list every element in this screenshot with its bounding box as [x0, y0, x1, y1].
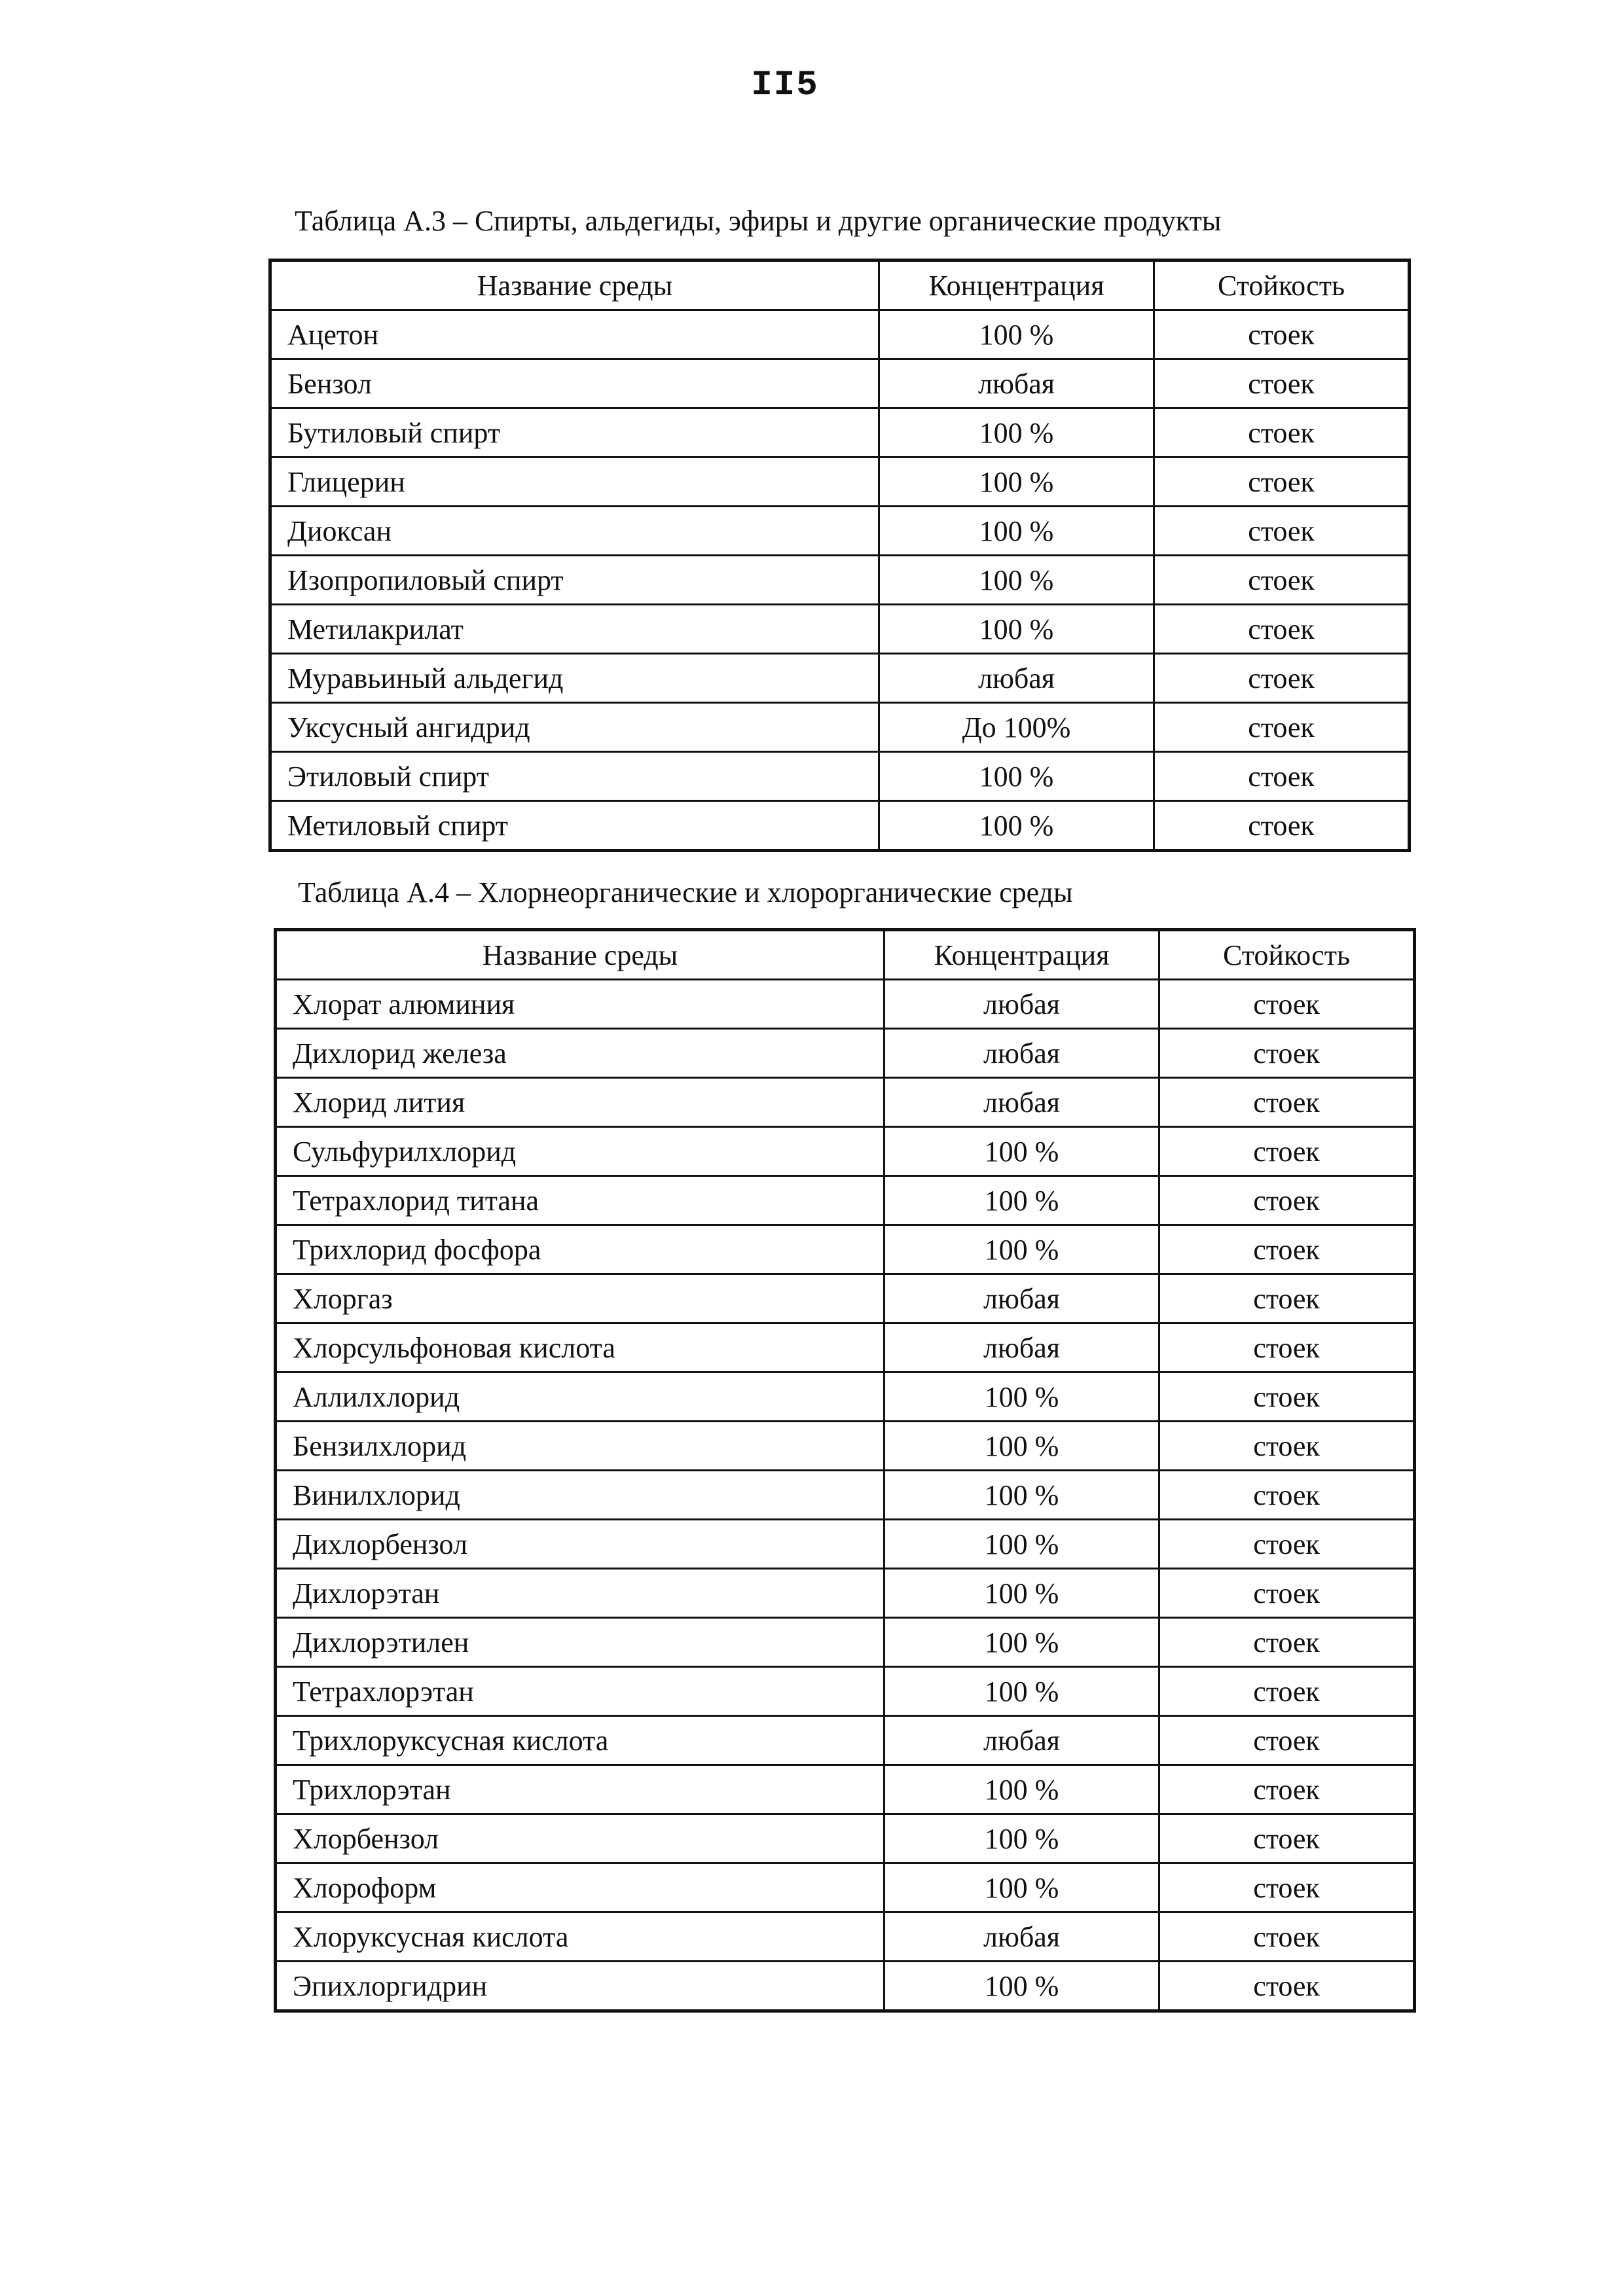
cell-concentration: 100 % — [884, 1471, 1159, 1520]
cell-resistance: стоек — [1159, 1962, 1415, 2011]
cell-medium-name: Дихлорэтан — [276, 1569, 884, 1618]
cell-medium-name: Глицерин — [270, 457, 879, 507]
cell-resistance: стоек — [1159, 1078, 1415, 1127]
table-row — [276, 1323, 1415, 1372]
table-row — [276, 1372, 1415, 1422]
cell-concentration: любая — [879, 359, 1154, 408]
cell-medium-name: Тетрахлорэтан — [276, 1667, 884, 1716]
table-a4-caption: Таблица А.4 – Хлорнеорганические и хлорорганические среды — [298, 876, 1073, 908]
cell-concentration: любая — [884, 1078, 1159, 1127]
cell-medium-name: Хлорбензол — [276, 1814, 884, 1863]
table-row — [276, 1274, 1415, 1323]
table-row — [276, 1127, 1415, 1176]
cell-concentration: 100 % — [884, 1863, 1159, 1912]
cell-concentration: 100 % — [884, 1765, 1159, 1814]
cell-medium-name: Трихлоруксусная кислота — [276, 1716, 884, 1765]
cell-resistance: стоек — [1159, 1029, 1415, 1078]
cell-concentration: любая — [884, 1716, 1159, 1765]
cell-medium-name: Дихлорбензол — [276, 1520, 884, 1569]
cell-concentration: 100 % — [884, 1176, 1159, 1225]
cell-resistance: стоек — [1159, 1422, 1415, 1471]
cell-medium-name: Аллилхлорид — [276, 1372, 884, 1422]
cell-concentration: 100 % — [879, 605, 1154, 654]
cell-concentration: любая — [884, 1274, 1159, 1323]
cell-concentration: любая — [884, 1912, 1159, 1962]
table-row — [276, 1863, 1415, 1912]
cell-resistance: стоек — [1159, 1716, 1415, 1765]
cell-medium-name: Бензол — [270, 359, 879, 408]
cell-resistance: стоек — [1154, 654, 1410, 703]
cell-resistance: стоек — [1159, 1765, 1415, 1814]
cell-concentration: 100 % — [884, 1814, 1159, 1863]
table-row — [270, 359, 1410, 408]
cell-resistance: стоек — [1159, 980, 1415, 1029]
cell-resistance: стоек — [1154, 752, 1410, 801]
cell-medium-name: Хлоруксусная кислота — [276, 1912, 884, 1962]
table-a3 — [268, 259, 1411, 852]
table-row — [276, 1225, 1415, 1274]
cell-medium-name: Тетрахлорид титана — [276, 1176, 884, 1225]
cell-concentration: 100 % — [879, 507, 1154, 556]
cell-concentration: 100 % — [879, 408, 1154, 457]
column-header-name: Название среды — [270, 260, 879, 310]
cell-medium-name: Бутиловый спирт — [270, 408, 879, 457]
table-row — [276, 1667, 1415, 1716]
table-row — [270, 801, 1410, 851]
cell-resistance: стоек — [1154, 507, 1410, 556]
cell-medium-name: Хлорат алюминия — [276, 980, 884, 1029]
cell-resistance: стоек — [1154, 801, 1410, 851]
page-number: II5 — [751, 65, 819, 105]
cell-medium-name: Этиловый спирт — [270, 752, 879, 801]
table-row — [270, 654, 1410, 703]
cell-concentration: любая — [884, 980, 1159, 1029]
cell-resistance: стоек — [1159, 1863, 1415, 1912]
cell-medium-name: Изопропиловый спирт — [270, 556, 879, 605]
cell-medium-name: Эпихлоргидрин — [276, 1962, 884, 2011]
table-row — [276, 1176, 1415, 1225]
cell-concentration: 100 % — [879, 801, 1154, 851]
cell-concentration: 100 % — [884, 1962, 1159, 2011]
cell-medium-name: Трихлорид фосфора — [276, 1225, 884, 1274]
cell-concentration: любая — [879, 654, 1154, 703]
cell-medium-name: Дихлорид железа — [276, 1029, 884, 1078]
cell-medium-name: Бензилхлорид — [276, 1422, 884, 1471]
table-header-row — [270, 260, 1410, 310]
cell-medium-name: Хлороформ — [276, 1863, 884, 1912]
cell-concentration: любая — [884, 1323, 1159, 1372]
cell-concentration: 100 % — [884, 1618, 1159, 1667]
cell-resistance: стоек — [1154, 605, 1410, 654]
table-row — [276, 1716, 1415, 1765]
cell-medium-name: Метилакрилат — [270, 605, 879, 654]
cell-medium-name: Метиловый спирт — [270, 801, 879, 851]
table-row — [276, 1618, 1415, 1667]
cell-medium-name: Хлорид лития — [276, 1078, 884, 1127]
cell-resistance: стоек — [1154, 310, 1410, 359]
cell-concentration: 100 % — [879, 556, 1154, 605]
table-row — [276, 1765, 1415, 1814]
cell-resistance: стоек — [1159, 1225, 1415, 1274]
table-row — [276, 1962, 1415, 2011]
column-header-resistance: Стойкость — [1154, 260, 1410, 310]
cell-resistance: стоек — [1159, 1471, 1415, 1520]
table-row — [276, 980, 1415, 1029]
table-a3-body — [270, 310, 1410, 851]
cell-concentration: 100 % — [884, 1569, 1159, 1618]
cell-concentration: 100 % — [884, 1667, 1159, 1716]
column-header-name: Название среды — [276, 930, 884, 980]
cell-medium-name: Муравьиный альдегид — [270, 654, 879, 703]
table-a4-body — [276, 980, 1415, 2011]
table-row — [276, 1422, 1415, 1471]
cell-resistance: стоек — [1154, 703, 1410, 752]
cell-concentration: До 100% — [879, 703, 1154, 752]
cell-concentration: 100 % — [884, 1422, 1159, 1471]
table-row — [270, 507, 1410, 556]
cell-resistance: стоек — [1159, 1176, 1415, 1225]
cell-medium-name: Ацетон — [270, 310, 879, 359]
table-row — [276, 1814, 1415, 1863]
cell-resistance: стоек — [1159, 1814, 1415, 1863]
cell-medium-name: Дихлорэтилен — [276, 1618, 884, 1667]
cell-medium-name: Винилхлорид — [276, 1471, 884, 1520]
table-row — [270, 703, 1410, 752]
cell-concentration: 100 % — [884, 1520, 1159, 1569]
cell-concentration: 100 % — [884, 1372, 1159, 1422]
table-row — [270, 457, 1410, 507]
table-row — [270, 605, 1410, 654]
cell-concentration: 100 % — [884, 1225, 1159, 1274]
column-header-concentration: Концентрация — [879, 260, 1154, 310]
cell-concentration: 100 % — [879, 310, 1154, 359]
table-row — [270, 752, 1410, 801]
table-row — [270, 556, 1410, 605]
cell-medium-name: Хлоргаз — [276, 1274, 884, 1323]
cell-resistance: стоек — [1159, 1372, 1415, 1422]
cell-concentration: любая — [884, 1029, 1159, 1078]
cell-resistance: стоек — [1159, 1323, 1415, 1372]
column-header-resistance: Стойкость — [1159, 930, 1415, 980]
table-row — [276, 1520, 1415, 1569]
cell-concentration: 100 % — [879, 752, 1154, 801]
cell-resistance: стоек — [1159, 1520, 1415, 1569]
cell-medium-name: Хлорсульфоновая кислота — [276, 1323, 884, 1372]
table-row — [276, 1569, 1415, 1618]
table-row — [270, 310, 1410, 359]
cell-resistance: стоек — [1159, 1618, 1415, 1667]
column-header-concentration: Концентрация — [884, 930, 1159, 980]
table-row — [276, 1029, 1415, 1078]
cell-resistance: стоек — [1159, 1912, 1415, 1962]
cell-resistance: стоек — [1154, 408, 1410, 457]
cell-resistance: стоек — [1159, 1274, 1415, 1323]
cell-concentration: 100 % — [884, 1127, 1159, 1176]
cell-resistance: стоек — [1154, 359, 1410, 408]
cell-medium-name: Трихлорэтан — [276, 1765, 884, 1814]
cell-medium-name: Уксусный ангидрид — [270, 703, 879, 752]
table-row — [276, 1471, 1415, 1520]
cell-resistance: стоек — [1159, 1569, 1415, 1618]
cell-medium-name: Диоксан — [270, 507, 879, 556]
table-header-row — [276, 930, 1415, 980]
cell-concentration: 100 % — [879, 457, 1154, 507]
cell-resistance: стоек — [1159, 1127, 1415, 1176]
table-row — [270, 408, 1410, 457]
table-a3-caption: Таблица А.3 – Спирты, альдегиды, эфиры и другие органические продукты — [295, 205, 1222, 237]
cell-medium-name: Сульфурилхлорид — [276, 1127, 884, 1176]
cell-resistance: стоек — [1154, 457, 1410, 507]
cell-resistance: стоек — [1159, 1667, 1415, 1716]
table-row — [276, 1912, 1415, 1962]
table-row — [276, 1078, 1415, 1127]
cell-resistance: стоек — [1154, 556, 1410, 605]
table-a4 — [274, 928, 1416, 2013]
